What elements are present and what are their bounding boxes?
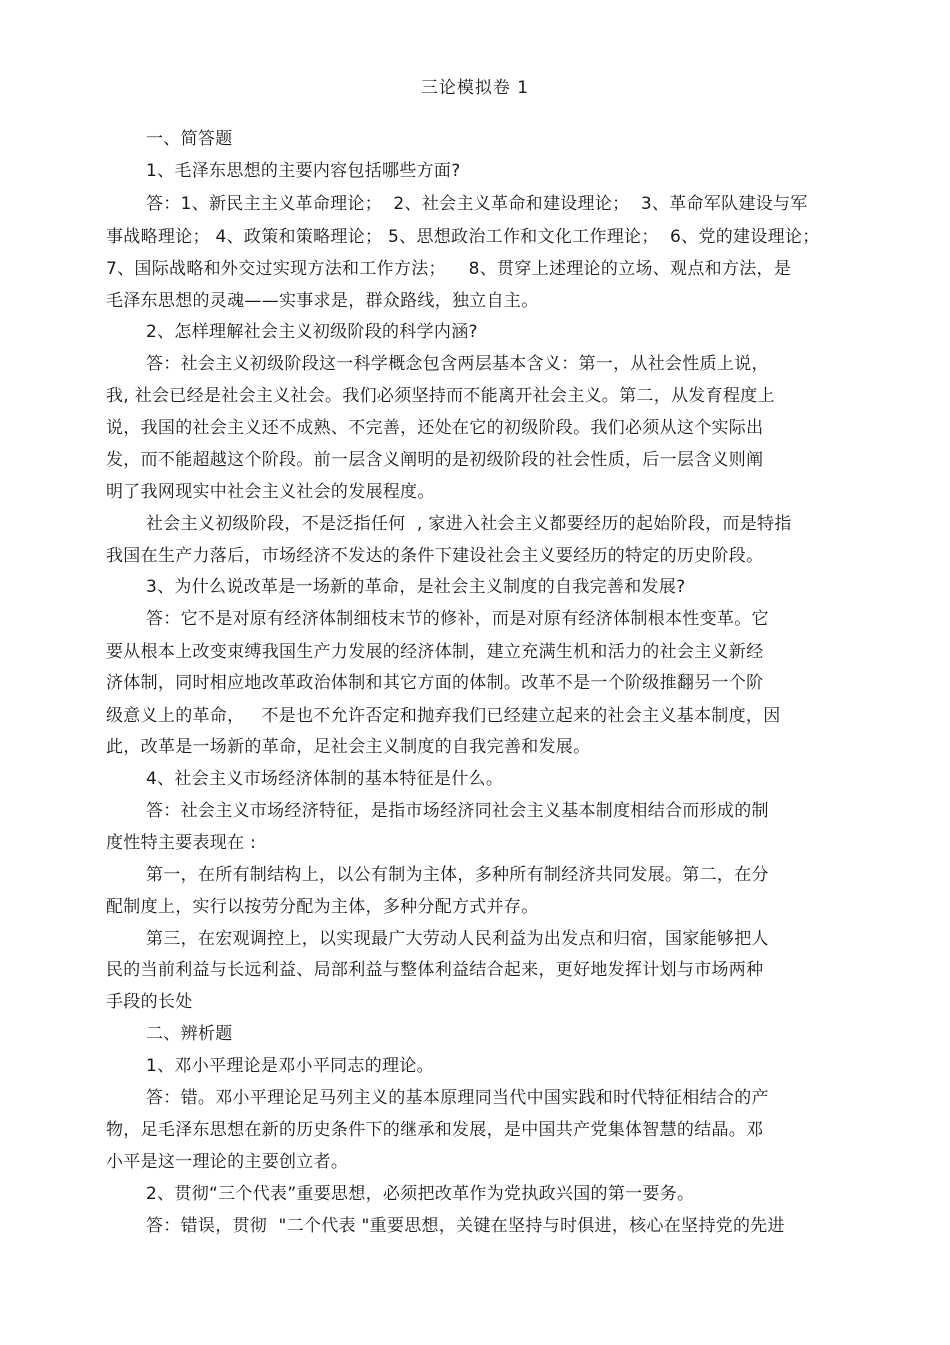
text-line: 小平是这一理论的主要创立者。: [106, 1152, 349, 1172]
text-line: 1、邓小平理论是邓小平同志的理论。: [146, 1056, 434, 1076]
text-line: 事战略理论； 4、政策和策略理论； 5、思想政治工作和文化工作理论； 6、党的建设理论；: [106, 227, 820, 247]
text-line: 答：错误，贯彻 "二个代表 "重要思想，关键在坚持与时俱进，核心在坚持党的先进: [146, 1216, 785, 1236]
text-line: 2、怎样理解社会主义初级阶段的科学内涵?: [146, 322, 478, 342]
text-line: 2、贯彻“三个代表”重要思想，必须把改革作为党执政兴国的第一要务。: [146, 1184, 695, 1204]
text-line: 度性特主要表现在 :: [106, 833, 257, 853]
text-line: 级意义上的革命， 不是也不允许否定和抛弃我们已经建立起来的社会主义基本制度，因: [106, 706, 781, 726]
text-line: 第三，在宏观调控上，以实现最广大劳动人民利益为出发点和归宿，国家能够把人: [146, 929, 769, 949]
text-line: 答：社会主义初级阶段这一科学概念包含两层基本含义：第一，从社会性质上说，: [146, 354, 769, 374]
text-line: 毛泽东思想的灵魂——实事求是，群众路线，独立自主。: [106, 291, 539, 311]
text-line: 物，足毛泽东思想在新的历史条件下的继承和发展，是中国共产党集体智慧的结晶。邓: [106, 1120, 764, 1140]
text-line: 7、国际战略和外交过实现方法和工作方法； 8、贯穿上述理论的立场、观点和方法，是: [106, 259, 792, 279]
text-line: 答：1、新民主主义革命理论； 2、社会主义革命和建设理论； 3、革命军队建设与军: [146, 194, 808, 214]
text-line: 手段的长处: [106, 992, 193, 1012]
text-line: 要从根本上改变束缚我国生产力发展的经济体制，建立充满生机和活力的社会主义新经: [106, 642, 764, 662]
text-line: 4、社会主义市场经济体制的基本特征是什么。: [146, 769, 504, 789]
text-line: 1、毛泽东思想的主要内容包括哪些方面?: [146, 161, 461, 181]
text-line: 社会主义初级阶段，不是泛指任何 , 家进入社会主义都要经历的起始阶段，而是特指: [146, 514, 792, 534]
text-line: 济体制，同时相应地改革政治体制和其它方面的体制。改革不是一个阶级推翻另一个阶: [106, 673, 764, 693]
text-line: 配制度上，实行以按劳分配为主体，多种分配方式并存。: [106, 897, 539, 917]
text-line: 此，改革是一场新的革命，足社会主义制度的自我完善和发展。: [106, 737, 591, 757]
text-line: 答：它不是对原有经济体制细枝末节的修补，而是对原有经济体制根本性变革。它: [146, 609, 769, 629]
text-line: 第一，在所有制结构上，以公有制为主体，多种所有制经济共同发展。第二，在分: [146, 865, 769, 885]
text-line: 说，我国的社会主义还不成熟、不完善，还处在它的初级阶段。我们必须从这个实际出: [106, 418, 764, 438]
text-line: 我国在生产力落后，市场经济不发达的条件下建设社会主义要经历的特定的历史阶段。: [106, 546, 764, 566]
text-line: 二、辨析题: [146, 1024, 233, 1044]
page-title: 三论模拟卷 1: [420, 78, 530, 98]
text-line: 我, 社会已经是社会主义社会。我们必须坚持而不能离开社会主义。第二，从发育程度上: [106, 386, 775, 406]
text-line: 明了我网现实中社会主义社会的发展程度。: [106, 482, 435, 502]
text-line: 答：错。邓小平理论足马列主义的基本原理同当代中国实践和时代特征相结合的产: [146, 1088, 769, 1108]
text-line: 3、为什么说改革是一场新的革命，是社会主义制度的自我完善和发展?: [146, 577, 686, 597]
text-line: 民的当前利益与长远利益、局部利益与整体利益结合起来，更好地发挥计划与市场两种: [106, 960, 764, 980]
text-line: 一、简答题: [146, 129, 233, 149]
text-line: 发，而不能超越这个阶段。前一层含义阐明的是初级阶段的社会性质，后一层含义则阐: [106, 450, 764, 470]
text-line: 答：社会主义市场经济特征，是指市场经济同社会主义基本制度相结合而形成的制: [146, 801, 769, 821]
